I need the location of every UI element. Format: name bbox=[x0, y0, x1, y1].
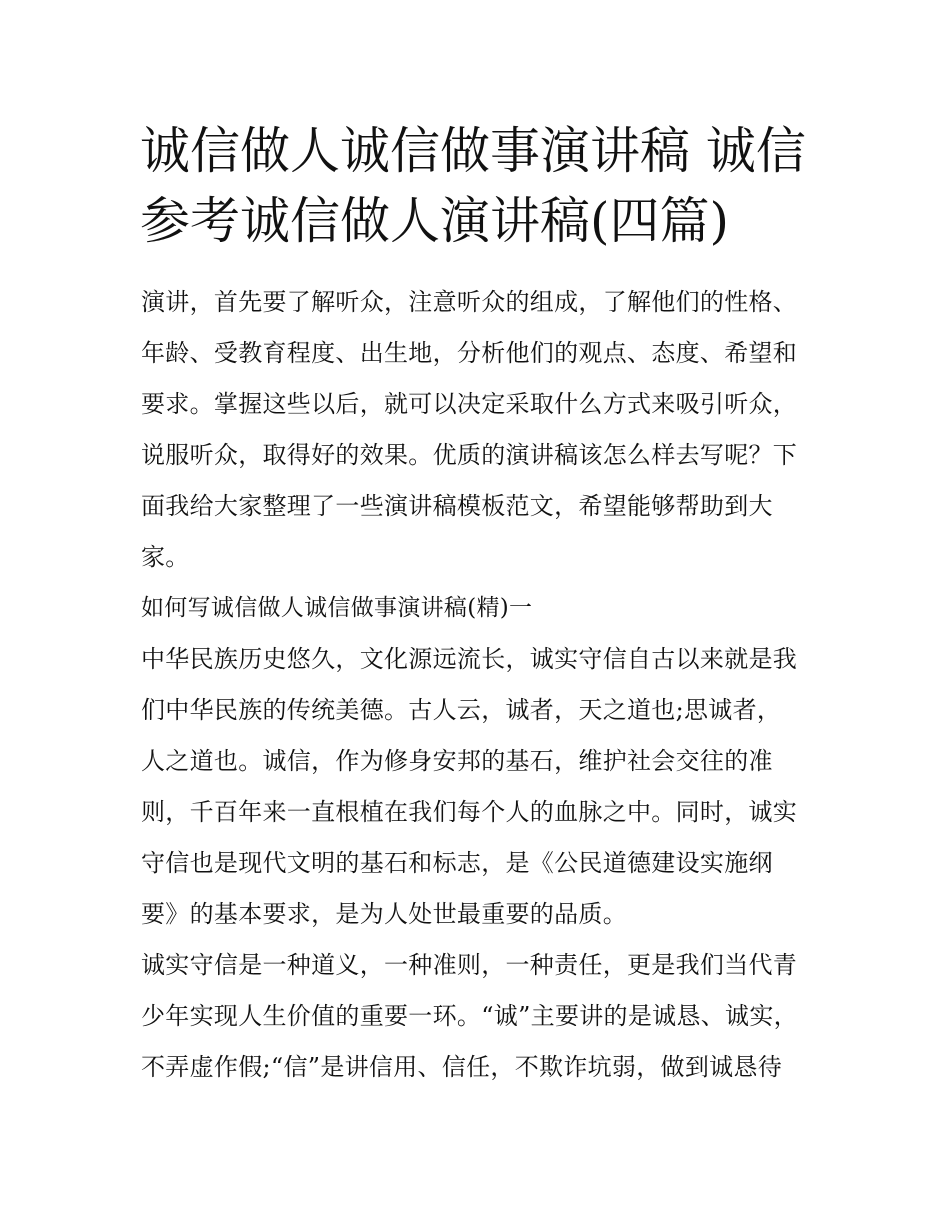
body-line-5: 面我给大家整理了一些演讲稿模板范文，希望能够帮助到大 bbox=[141, 492, 773, 520]
body-line-13: 要》的基本要求，是为人处世最重要的品质。 bbox=[141, 900, 627, 928]
body-line-15: 少年实现人生价值的重要一环。“诚”主要讲的是诚恳、诚实， bbox=[141, 1002, 798, 1030]
body-line-2: 年龄、受教育程度、出生地，分析他们的观点、态度、希望和 bbox=[141, 339, 798, 367]
body-line-10: 人之道也。诚信，作为修身安邦的基石，维护社会交往的准 bbox=[141, 747, 773, 775]
document-title bbox=[140, 116, 820, 256]
body-line-16: 不弄虚作假;“信”是讲信用、信任，不欺诈坑弱，做到诚恳待 bbox=[141, 1053, 783, 1081]
body-line-4: 说服听众，取得好的效果。优质的演讲稿该怎么样去写呢？下 bbox=[141, 441, 798, 469]
section-heading: 如何写诚信做人诚信做事演讲稿(精)一 bbox=[141, 595, 533, 621]
body-line-3: 要求。掌握这些以后，就可以决定采取什么方式来吸引听众， bbox=[141, 390, 798, 418]
body-line-9: 们中华民族的传统美德。古人云，诚者，天之道也;思诚者， bbox=[141, 696, 782, 724]
body-line-12: 守信也是现代文明的基石和标志，是《公民道德建设实施纲 bbox=[141, 849, 773, 877]
title-line-2: 参考诚信做人演讲稿(四篇) bbox=[140, 192, 730, 250]
body-line-11: 则，千百年来一直根植在我们每个人的血脉之中。同时，诚实 bbox=[141, 798, 798, 826]
body-line-14: 诚实守信是一种道义，一种准则，一种责任，更是我们当代青 bbox=[141, 951, 798, 979]
title-line-1: 诚信做人诚信做事演讲稿 诚信 bbox=[140, 122, 806, 180]
body-line-8: 中华民族历史悠久，文化源远流长，诚实守信自古以来就是我 bbox=[141, 645, 798, 673]
body-line-1: 演讲，首先要了解听众，注意听众的组成，了解他们的性格、 bbox=[141, 288, 798, 316]
body-line-6: 家。 bbox=[141, 543, 190, 571]
document-body bbox=[141, 279, 821, 1095]
